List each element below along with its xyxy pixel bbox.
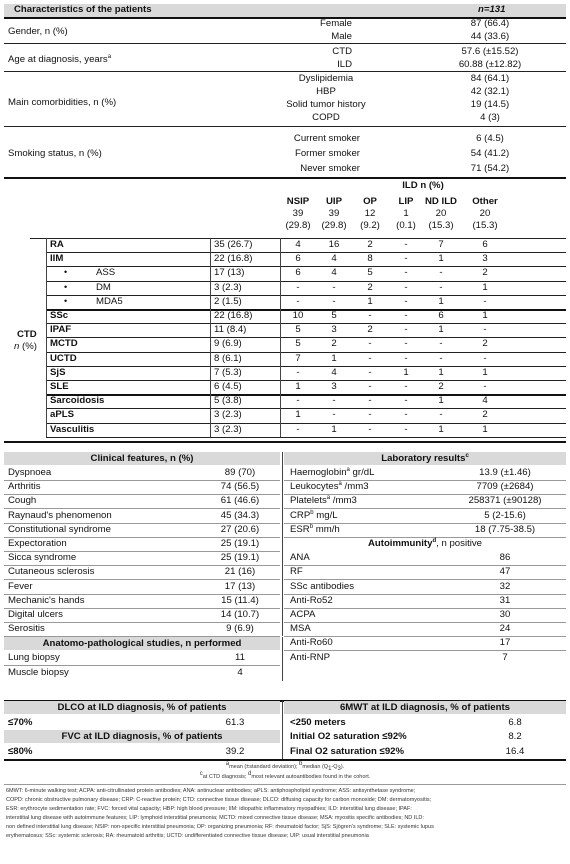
ild-cell: 7: [295, 352, 301, 364]
autoimmunity-label: RF: [290, 566, 303, 578]
ild-age-label: ILD: [337, 59, 352, 70]
lab-name: Platelets: [290, 495, 327, 507]
former-smoker-label: Former smoker: [294, 148, 360, 159]
ild-cell: -: [404, 295, 408, 307]
ild-cell: -: [296, 295, 300, 307]
ild-cell: 1: [482, 366, 488, 378]
ild-cell: 3: [331, 381, 337, 392]
autoimmunity-value: 24: [499, 623, 511, 635]
ild-row-label: MDA5: [96, 295, 123, 307]
lab-unit: mm/h: [313, 523, 340, 535]
divider: [4, 71, 566, 72]
lab-label: [290, 510, 338, 521]
clinical-label: Sicca syndrome: [8, 552, 77, 564]
ild-cell: 1: [438, 295, 444, 307]
lab-sup: b: [309, 523, 314, 530]
ild-cell: 7: [438, 239, 444, 250]
ild-cell: -: [404, 281, 408, 293]
abbreviations-line-5: non defined interstitial lung disease; NSIP: non-specific interstitial pneumonia; OP: organizing pneumonia; RF: rheumatoid factor; SjS: Sjögren's syndrome; SLE: systemic lupus: [6, 824, 434, 830]
lab-sup: b: [310, 509, 314, 516]
ild-cell: 1: [438, 324, 444, 336]
ild-cell: -: [483, 381, 487, 392]
autoimmunity-value: 32: [499, 580, 511, 592]
divider: [4, 441, 566, 443]
clinical-value: 45 (34.3): [220, 509, 260, 521]
bullet-icon: •: [64, 267, 68, 278]
gender-label: Gender, n (%): [8, 26, 68, 37]
ctd-side-sublabel: n (%): [14, 341, 37, 353]
ild-row-label: DM: [96, 281, 111, 293]
autoimmunity-label: Anti-Ro60: [290, 637, 333, 649]
comorbidities-label: Main comorbidities, n (%): [8, 97, 117, 108]
ild-cell: 8: [367, 253, 373, 265]
lab-value: 7709 (±2684): [476, 481, 534, 493]
divider: [282, 701, 283, 759]
bullet-icon: •: [64, 281, 68, 292]
ild-cell: -: [439, 352, 443, 364]
ild-cell: -: [368, 310, 372, 321]
clinical-value: 25 (19.1): [220, 552, 260, 564]
male-label: Male: [331, 31, 352, 42]
ctd-age-label: CTD: [332, 46, 352, 57]
ild-cell: -: [483, 352, 487, 364]
ild-cell: 1: [438, 423, 444, 435]
lab-value: 258371 (±90128): [468, 495, 542, 507]
ild-cell: 16: [328, 239, 340, 250]
abbreviations-line-4: interstitial lung disease with autoimmune features; LIP: lymphoid interstitial pneumonia; MCTD: mixed connective tissue disease; MSA: myositis specific antibodies; ND ILD:: [6, 815, 424, 821]
ild-row-total: 2 (1.5): [214, 295, 242, 307]
muscle-biopsy-value: 4: [237, 667, 243, 679]
autoimmunity-label: Anti-Ro52: [290, 594, 333, 606]
clinical-value: 9 (6.9): [226, 623, 254, 635]
clinical-title: Clinical features, n (%): [90, 453, 194, 464]
ild-cell: 4: [331, 366, 337, 378]
lab-sup: a: [346, 466, 350, 473]
current-smoker-value: 6 (4.5): [476, 133, 504, 144]
lab-unit: /mm3: [341, 481, 369, 493]
autoimmunity-label: SSc antibodies: [290, 580, 354, 592]
never-smoker-label: Never smoker: [300, 163, 360, 174]
clinical-value: 15 (11.4): [221, 594, 259, 606]
male-value: 44 (33.6): [470, 31, 510, 42]
ild-cell: 1: [482, 310, 488, 321]
clinical-label: Digital ulcers: [8, 609, 63, 620]
ild-cell: 3: [482, 253, 488, 265]
ild-row-total: 35 (26.7): [214, 239, 253, 250]
ild-row-label: UCTD: [50, 352, 77, 364]
ild-cell: 1: [482, 281, 488, 293]
ild-cell: -: [332, 395, 336, 407]
ild-cell: 5: [367, 267, 373, 279]
lung-biopsy-label: Lung biopsy: [8, 652, 60, 664]
abbreviations-line-1: 6MWT: 6-minute walking test; ACPA: anti-citrullinated protein antibodies; ANA: antinuclear antibodies; aPLS: antiphospholipid syndrome; ASS: antisynthetase syndrome;: [6, 788, 416, 794]
clinical-label: Cutaneous sclerosis: [8, 566, 95, 578]
ild-cell: -: [404, 352, 408, 364]
ild-cell: 6: [295, 267, 301, 279]
autoimmunity-value: 17: [499, 637, 511, 649]
age-label: Age at diagnosis, years$^a$: [8, 53, 112, 65]
ild-cell: -: [404, 253, 408, 265]
ild-cell: 1: [403, 366, 409, 378]
ild-row-label: MCTD: [50, 338, 78, 350]
copd-value: 4 (3): [480, 112, 500, 123]
ild-cell: -: [332, 409, 336, 421]
ild-cell: -: [404, 395, 408, 407]
lab-name: CRP: [290, 509, 311, 521]
clinical-label: Constitutional syndrome: [8, 523, 111, 535]
lab-name: Haemoglobin: [290, 467, 347, 478]
ild-cell: 4: [331, 267, 337, 279]
divider: [4, 759, 566, 761]
ild-cell: 4: [331, 253, 337, 265]
ild-row-total: 17 (13): [214, 267, 245, 279]
ild-col-pct: (15.3): [472, 220, 498, 231]
ild-cell: 2: [482, 267, 488, 279]
clinical-value: 27 (20.6): [220, 523, 260, 535]
ild-row-total: 8 (6.1): [214, 352, 242, 364]
ild-col-pct: (9.2): [360, 220, 380, 231]
clinical-value: 61 (46.6): [220, 495, 260, 507]
ild-cell: 6: [438, 310, 444, 321]
ild-cell: -: [368, 366, 372, 378]
ild-row-total: 3 (2.3): [214, 409, 242, 421]
ild-cell: -: [368, 409, 372, 421]
ild-cell: 1: [367, 295, 373, 307]
lab-label: [290, 467, 374, 478]
ild-cell: -: [368, 338, 372, 350]
ild-cell: -: [404, 423, 408, 435]
ild-cell: 5: [331, 310, 337, 321]
mwt-title: 6MWT at ILD diagnosis, % of patients: [339, 702, 511, 713]
ild-cell: -: [296, 395, 300, 407]
divider: [4, 177, 566, 179]
autoimmunity-label: ANA: [290, 552, 310, 564]
clinical-value: 17 (13): [224, 580, 256, 592]
ild-title: ILD n (%): [402, 180, 444, 191]
ild-row-total: 22 (16.8): [214, 310, 253, 321]
dyslipidemia-label: Dyslipidemia: [298, 73, 354, 84]
ild-cell: 4: [295, 239, 301, 250]
ild-row-total: 3 (2.3): [214, 281, 242, 293]
ild-cell: 3: [331, 324, 337, 336]
ild-cell: 2: [482, 409, 488, 421]
ild-cell: -: [439, 267, 443, 279]
solid-tumor-label: Solid tumor history: [286, 99, 366, 110]
auto-title-a: Autoimmunity: [367, 538, 433, 549]
lab-sup: a: [338, 481, 342, 487]
ild-cell: 2: [367, 324, 373, 336]
clinical-label: Mechanic's hands: [8, 594, 85, 606]
smoking-label: Smoking status, n (%): [8, 148, 102, 159]
abbreviations-line-3: ESR: erythrocyte sedimentation rate; FVC: forced vital capacity; HBP: high blood pressure; IIM: idiopathic inflammatory myopathies; ILD: interstitial lung disease; IPAF:: [6, 806, 412, 812]
abbreviations-line-2: COPD: chronic obstructive pulmonary disease; CRP: C-reactive protein; CTD: connective tissue disease; DLCO: diffusing capacity for carbon monoxide; DM: dermatomyositis;: [6, 797, 432, 803]
hbp-label: HBP: [316, 86, 336, 97]
ild-row-label: RA: [50, 239, 64, 250]
ild-col-name: OP: [363, 196, 377, 207]
ild-cell: 2: [331, 338, 337, 350]
abbreviations-line-6: erythematosus; SSc: systemic sclerosis; RA: rheumatoid arthritis; UCTD: undifferentiated connective tissue disease; UIP: usual interstitial pneumonia: [6, 833, 369, 839]
ild-age-value: 60.88 (±12.82): [458, 59, 522, 70]
ctd-side-label: CTD: [17, 329, 37, 341]
ild-col-n: 20: [479, 208, 491, 219]
ild-row-label: SjS: [50, 366, 66, 378]
autoimmunity-value: 30: [499, 609, 511, 620]
divider: [46, 238, 47, 437]
clinical-value: 21 (16): [224, 566, 256, 578]
divider: [282, 452, 283, 636]
ild-cell: 2: [438, 381, 444, 392]
ild-cell: 2: [367, 281, 373, 293]
footnote-markers: $^c$at CTD diagnosis; $^d$most relevant autoantibodies found in the cohort.: [199, 771, 371, 780]
ild-cell: 6: [295, 253, 301, 265]
female-label: Female: [320, 18, 352, 29]
autoimmunity-value: 31: [499, 594, 511, 606]
ild-col-name: UIP: [326, 196, 342, 207]
ild-row-label: SLE: [50, 381, 69, 392]
ild-col-name: NSIP: [286, 196, 310, 207]
lab-name: Leukocytes: [290, 481, 339, 493]
lab-value: 18 (7.75-38.5): [474, 523, 536, 535]
ild-cell: 10: [292, 310, 304, 321]
anatomo-title: Anatomo-pathological studies, n performed: [42, 638, 242, 650]
never-smoker-value: 71 (54.2): [470, 163, 510, 174]
ild-cell: -: [296, 366, 300, 378]
autoimmunity-title: [284, 538, 566, 549]
ild-cell: -: [332, 281, 336, 293]
ild-cell: 1: [438, 253, 444, 265]
ild-col-n: 39: [328, 208, 340, 219]
cohort-n: n=131: [478, 4, 506, 15]
lab-name: ESR: [290, 523, 310, 535]
ild-cell: 6: [482, 239, 488, 250]
table-title: Characteristics of the patients: [14, 4, 152, 15]
lung-biopsy-value: 11: [235, 652, 245, 664]
clinical-value: 14 (10.7): [220, 609, 260, 620]
female-value: 87 (66.4): [470, 18, 510, 29]
ild-row-total: 9 (6.9): [214, 338, 242, 350]
lab-label: [290, 524, 340, 535]
divider: [4, 665, 280, 666]
clinical-value: 25 (19.1): [220, 538, 260, 549]
ild-cell: 5: [295, 338, 301, 350]
ild-row-total: 6 (4.5): [214, 381, 242, 392]
ild-cell: 2: [367, 239, 373, 250]
hbp-value: 42 (32.1): [470, 86, 510, 97]
ild-col-name: LIP: [398, 196, 414, 207]
ild-col-name: ND ILD: [425, 196, 457, 207]
mwt-row2-label: Initial O2 saturation ≤92%: [290, 731, 407, 742]
ild-cell: 5: [295, 324, 301, 336]
lab-title: [284, 453, 566, 464]
dlco-value: 61.3: [225, 717, 245, 728]
ild-row-total: 11 (8.4): [214, 324, 247, 336]
ild-cell: -: [404, 324, 408, 336]
ild-cell: 2: [482, 338, 488, 350]
ild-col-n: 20: [435, 208, 447, 219]
ild-row-total: 7 (5.3): [214, 366, 242, 378]
lab-unit: mg/L: [313, 509, 338, 521]
clinical-label: Serositis: [8, 623, 45, 635]
ild-col-n: 39: [292, 208, 304, 219]
ild-cell: -: [439, 409, 443, 421]
ild-col-pct: (29.8): [285, 220, 311, 231]
clinical-label: Expectoration: [8, 538, 67, 549]
ild-cell: -: [483, 295, 487, 307]
dyslipidemia-value: 84 (64.1): [470, 73, 510, 84]
lab-value: 13.9 (±1.46): [479, 467, 531, 478]
ild-cell: 1: [331, 423, 337, 435]
autoimmunity-value: 47: [499, 566, 511, 578]
lab-title-sup: c: [465, 452, 469, 459]
ild-cell: -: [404, 381, 408, 392]
ild-row-label: ASS: [96, 267, 116, 279]
ild-cell: -: [368, 381, 372, 392]
ild-cell: -: [404, 239, 408, 250]
divider: [4, 43, 566, 44]
lab-unit: gr/dL: [349, 467, 375, 478]
ild-cell: -: [368, 395, 372, 407]
auto-title-b: , n positive: [436, 538, 483, 549]
mwt-row3-label: Final O2 saturation ≤92%: [290, 746, 405, 757]
mwt-row1-value: 6.8: [508, 717, 522, 728]
clinical-label: Fever: [8, 580, 33, 592]
ild-col-n: 12: [364, 208, 376, 219]
ild-row-label: SSc: [50, 310, 69, 321]
ild-cell: -: [404, 310, 408, 321]
ild-cell: -: [439, 281, 443, 293]
solid-tumor-value: 19 (14.5): [470, 99, 510, 110]
divider: [210, 238, 211, 437]
auto-sup: d: [432, 537, 437, 544]
autoimmunity-label: Anti-RNP: [290, 651, 330, 663]
ild-cell: -: [404, 338, 408, 350]
ild-col-pct: (15.3): [428, 220, 454, 231]
clinical-value: 74 (56.5): [220, 481, 260, 493]
ild-col-n: 1: [403, 208, 409, 219]
dlco-title: DLCO at ILD diagnosis, % of patients: [57, 702, 227, 713]
ild-row-label: Sarcoidosis: [50, 395, 105, 407]
muscle-biopsy-label: Muscle biopsy: [8, 667, 69, 679]
ild-cell: -: [368, 423, 372, 435]
divider: [4, 126, 566, 127]
mwt-row1-label: <250 meters: [290, 717, 346, 728]
divider: [4, 784, 566, 785]
lab-value: 5 (2-15.6): [484, 509, 526, 521]
ild-row-label: aPLS: [50, 409, 74, 421]
divider: [282, 637, 283, 681]
ild-cell: -: [439, 338, 443, 350]
fvc-title: FVC at ILD diagnosis, % of patients: [61, 731, 223, 742]
autoimmunity-label: ACPA: [290, 609, 316, 620]
former-smoker-value: 54 (41.2): [470, 148, 510, 159]
mwt-row3-value: 16.4: [505, 746, 525, 757]
lab-label: [290, 481, 369, 492]
ild-cell: -: [296, 281, 300, 293]
ild-cell: -: [296, 423, 300, 435]
lab-label: [290, 495, 357, 506]
current-smoker-label: Current smoker: [293, 133, 360, 144]
ild-cell: -: [404, 267, 408, 279]
ild-cell: -: [332, 295, 336, 307]
ild-cell: -: [368, 352, 372, 364]
divider: [280, 238, 281, 437]
autoimmunity-label: MSA: [290, 623, 311, 635]
clinical-label: Arthritis: [8, 481, 41, 493]
autoimmunity-value: 86: [499, 552, 511, 564]
bullet-icon: •: [64, 295, 68, 306]
ild-cell: 1: [295, 409, 301, 421]
ild-col-pct: (29.8): [321, 220, 347, 231]
ild-cell: 4: [482, 395, 488, 407]
copd-label: COPD: [312, 112, 340, 123]
lab-sup: a: [326, 495, 331, 502]
ild-cell: 1: [438, 366, 444, 378]
clinical-value: 89 (70): [224, 467, 256, 478]
ild-row-total: 22 (16.8): [214, 253, 253, 265]
ild-row-label: Vasculitis: [50, 423, 95, 435]
clinical-label: Dyspnoea: [8, 467, 52, 478]
divider: [46, 437, 566, 438]
ild-cell: 1: [295, 381, 301, 392]
ild-cell: 1: [331, 352, 337, 364]
lab-title-text: Laboratory results: [381, 453, 466, 464]
footnote-stats: $^a$mean (±standard deviation); $^b$median $(Q_1-Q_3)$.: [225, 761, 345, 773]
ild-cell: -: [404, 409, 408, 421]
clinical-label: Raynaud's phenomenon: [8, 509, 112, 521]
ild-row-label: IIM: [50, 253, 64, 265]
ild-cell: 1: [482, 423, 488, 435]
ild-row-label: IPAF: [50, 324, 72, 336]
ild-col-pct: (0.1): [396, 220, 416, 231]
clinical-label: Cough: [8, 495, 37, 507]
ild-cell: 1: [438, 395, 444, 407]
dlco-threshold: ≤70%: [8, 717, 33, 728]
ild-row-total: 5 (3.8): [214, 395, 242, 407]
ctd-age-value: 57.6 (±15.52): [461, 46, 519, 57]
ild-col-name: Other: [472, 196, 498, 207]
lab-unit: /mm3: [330, 495, 357, 507]
mwt-row2-value: 8.2: [508, 731, 522, 742]
fvc-value: 39.2: [225, 746, 245, 757]
autoimmunity-value: 7: [502, 651, 508, 663]
ild-row-total: 3 (2.3): [214, 423, 242, 435]
ild-cell: -: [483, 324, 487, 336]
fvc-threshold: ≤80%: [8, 746, 33, 757]
